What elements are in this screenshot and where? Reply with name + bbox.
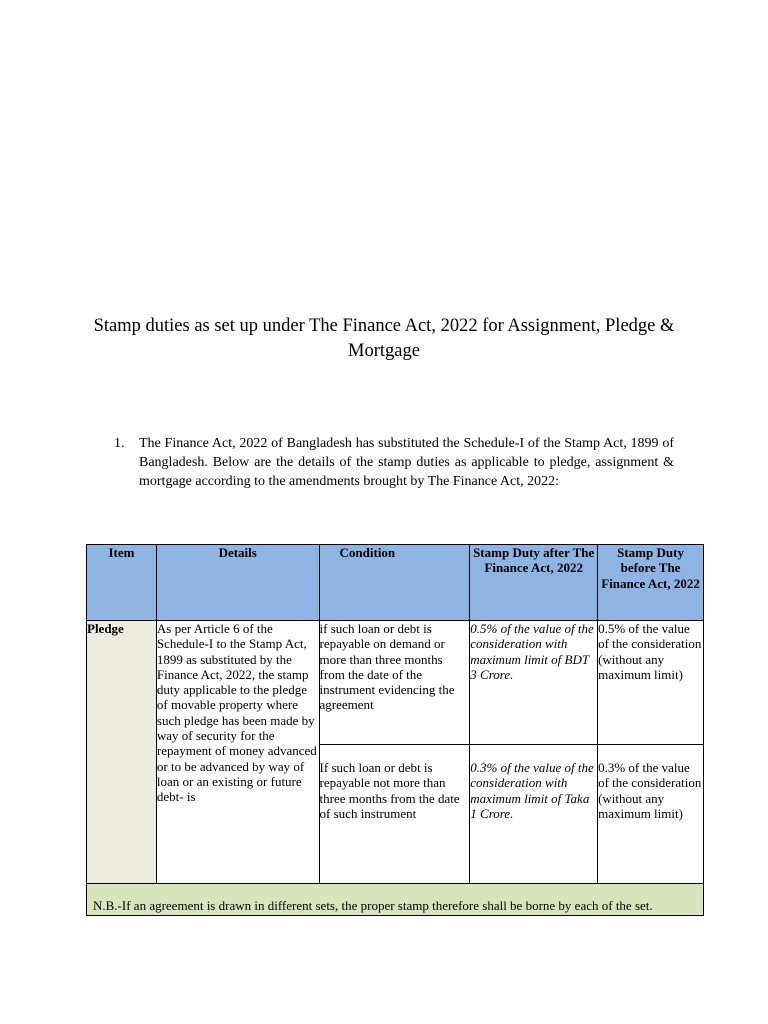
duty-before-cell: 0.5% of the value of the consideration (without any maximum limit) xyxy=(598,621,704,745)
intro-paragraph: The Finance Act, 2022 of Bangladesh has substituted the Schedule-I of the Stamp Act, 1899 of Bangladesh. Below are the details of the stamp duties as applicable to pledge, assignment & mortgage according to the amendments brought by The Finance Act, 2022: xyxy=(139,436,674,489)
table-row xyxy=(87,621,704,745)
table-note-row xyxy=(87,884,704,916)
item-cell: Pledge xyxy=(87,621,157,884)
header-item: Item xyxy=(87,545,157,621)
duty-after-cell: 0.5% of the value of the consideration with maximum limit of BDT 3 Crore. xyxy=(470,621,598,745)
stamp-duty-table xyxy=(86,544,704,916)
intro-list-item xyxy=(114,434,674,491)
header-condition: Condition xyxy=(319,545,470,621)
details-cell: As per Article 6 of the Schedule-I to the Stamp Act, 1899 as substituted by the Finance Act, 2022, the stamp duty applicable to the pledge of movable property where such pledge has been made by way of security for the repayment of money advanced or to be advanced by way of loan or an existing or future debt- is xyxy=(156,621,319,884)
duty-before-cell: 0.3% of the value of the consideration (without any maximum limit) xyxy=(598,745,704,884)
header-duty-after: Stamp Duty after The Finance Act, 2022 xyxy=(470,545,598,621)
condition-cell: if such loan or debt is repayable on demand or more than three months from the date of the instrument evidencing the agreement xyxy=(319,621,470,745)
duty-after-cell: 0.3% of the value of the consideration with maximum limit of Taka 1 Crore. xyxy=(470,745,598,884)
document-title: Stamp duties as set up under The Finance Act, 2022 for Assignment, Pledge & Mortgage xyxy=(93,316,675,361)
note-cell: N.B.-If an agreement is drawn in different sets, the proper stamp therefore shall be borne by each of the set. xyxy=(87,884,704,916)
table-header-row xyxy=(87,545,704,621)
condition-cell: If such loan or debt is repayable not more than three months from the date of such instrument xyxy=(319,745,470,884)
header-details: Details xyxy=(156,545,319,621)
header-duty-before: Stamp Duty before The Finance Act, 2022 xyxy=(598,545,704,621)
list-number: 1. xyxy=(114,436,125,451)
